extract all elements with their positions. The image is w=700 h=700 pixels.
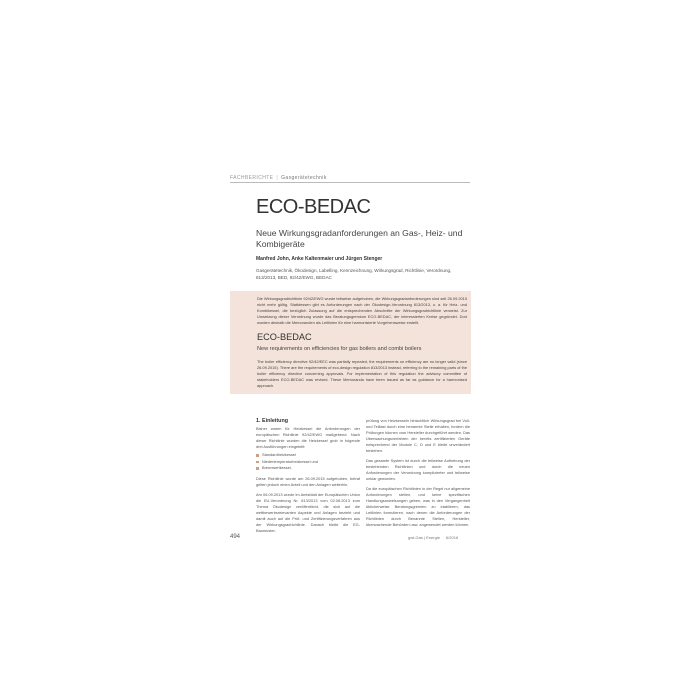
abstract-english-heading: ECO-BEDAC — [257, 332, 312, 342]
section-kicker — [230, 175, 327, 181]
list-item-text: Brennwertkessel. — [262, 465, 292, 471]
list-item-text: Niedertemperaturheizkessel und — [262, 458, 319, 464]
body-paragraph: Da die europäischen Richtlinien in der Regel nur allgemeine Anforderungen stellen, und keine spezifischen Handlungsanweisungen geben, was in den Vergangenheit üblicherweise Beratungsgremien zu etablieren, das Leitlinien formulieren, nach denen die Anforderungen der Richtlinien durch Benannte Stellen, Hersteller, überwachende Behörden usw. angewendet werden können. — [366, 486, 470, 527]
abstract-english: The boiler efficiency directive 92/42/EEC was partially repealed, the requirements on efficiency are no longer valid (since 26.09.2015). There are the requirements of eco-design regulation 813/2013 instead, referring to the remaining parts of the boiler efficiency directive concerning approvals. For implementation of this regulation the advisory committee of stakeholders ECO-BEDAC was revised. These Memoranda have been issued as far as guidance for a harmonised approach. — [257, 359, 467, 388]
journal-footer — [408, 535, 458, 540]
journal-issue: 6/2016 — [445, 535, 459, 540]
body-paragraph: Bisher waren für Heizkessel die Anforderungen der europäischen Richtlinie 92/42/EWG maßgebend. Nach dieser Richtlinie wurden die Heizkessel grob in folgende drei Ausführungen eingeteilt: — [256, 426, 360, 449]
body-column-right — [366, 418, 470, 528]
article-keywords: Gasgerätetechnik, Ökodesign, Labelling, Kennzeichnung, Wirkungsgrad, Richtlinie, Verordnung, 813/2013, BED, 92/42/EWG, BEDAC — [256, 268, 452, 280]
body-paragraph: Diese Richtlinie wurde am 26.09.2015 aufgehoben, betraf gelten jedoch einen Anteil und den Anlagen weiterhin. — [256, 475, 360, 487]
section-topic: Gasgerätetechnik — [281, 175, 327, 181]
article-authors: Manfred John, Anke Kaltenmaier und Jürgen Stenger — [256, 256, 383, 262]
body-paragraph: prüfung von Heizkesseln hinsichtlich Wirkungsgrad bei Voll- und Teillast durch eine benannte Stelle erhalten, fordern die Prüfungen können vom Hersteller durchgeführt werden. Das Überwachungsverfahren der bereits zertifizierten Geräte entsprechend der Module C, D und E bleibt unverändert bestehen. — [366, 418, 470, 453]
article-subtitle: Neue Wirkungsgradanforderungen an Gas-, Heiz- und Kombigeräte — [256, 228, 463, 249]
page-number: 494 — [230, 534, 241, 540]
abstract-english-subheading: New requirements on efficiencies for gas boilers and combi boilers — [257, 346, 422, 352]
section-label: FACHBERICHTE — [230, 175, 274, 181]
body-column-left — [256, 418, 360, 534]
list-item — [256, 452, 360, 459]
abstract-german: Die Wirkungsgradrichtlinie 92/42/EWG wurde teilweise aufgehoben, die Wirkungsgradanforderungen sind seit 26.09.2015 nicht mehr gültig. Stattdessen gibt es Anforderungen nach der Ökodesign-Verordnung 813/2013, u. a. für Heiz- und Kombikessel, die bezüglich Zulassung auf die entsprechenden Abschnitte der Wirkungsgradrichtlinie verweist. Zur Umsetzung dieser Verordnung wurde das Beratungsgremium ECO-BEDAC, der interessierten Kreise gegründet. Dort wurden deshalb die Memoranden als Leitlinien für eine harmonisierte Vorgehensweise erstellt. — [257, 296, 467, 325]
list-item-text: Standardheizkessel — [262, 452, 296, 457]
list-item — [256, 465, 360, 472]
bullet-icon — [256, 461, 259, 464]
list-item — [256, 459, 360, 466]
article-title: ECO-BEDAC — [256, 196, 371, 218]
abstract-box — [230, 291, 471, 394]
kicker-separator: | — [276, 175, 279, 181]
bullet-icon — [256, 454, 259, 457]
header-rule — [230, 182, 470, 183]
body-paragraph: Am 06.09.2013 wurde im Amtsblatt der Europäischen Union die EU-Verordnung Nr. 813/2013 vom 02.08.2013 zum Thema Ökodesign veröffentlicht, die sich auf die wettbewerbsrelevanten Aspekte und Anlagen bezieht und damit auch auf die Prüf- und Zertifizierungsverfahren aus der Wirkungsgradrichtlinie. Danach bleibt die EG-Baumuster- — [256, 491, 360, 533]
body-paragraph: Das gesamte System ist durch die teilweise Aufhebung der bestehenden Richtlinien und durch die neuen Anforderungen der Verordnung komplizierter und teilweise unklar geworden. — [366, 458, 470, 481]
section-heading: 1. Einleitung — [256, 418, 289, 424]
journal-name: gwf-Gas | Energie — [408, 535, 440, 540]
boiler-type-list — [256, 452, 360, 472]
bullet-icon — [256, 467, 259, 470]
